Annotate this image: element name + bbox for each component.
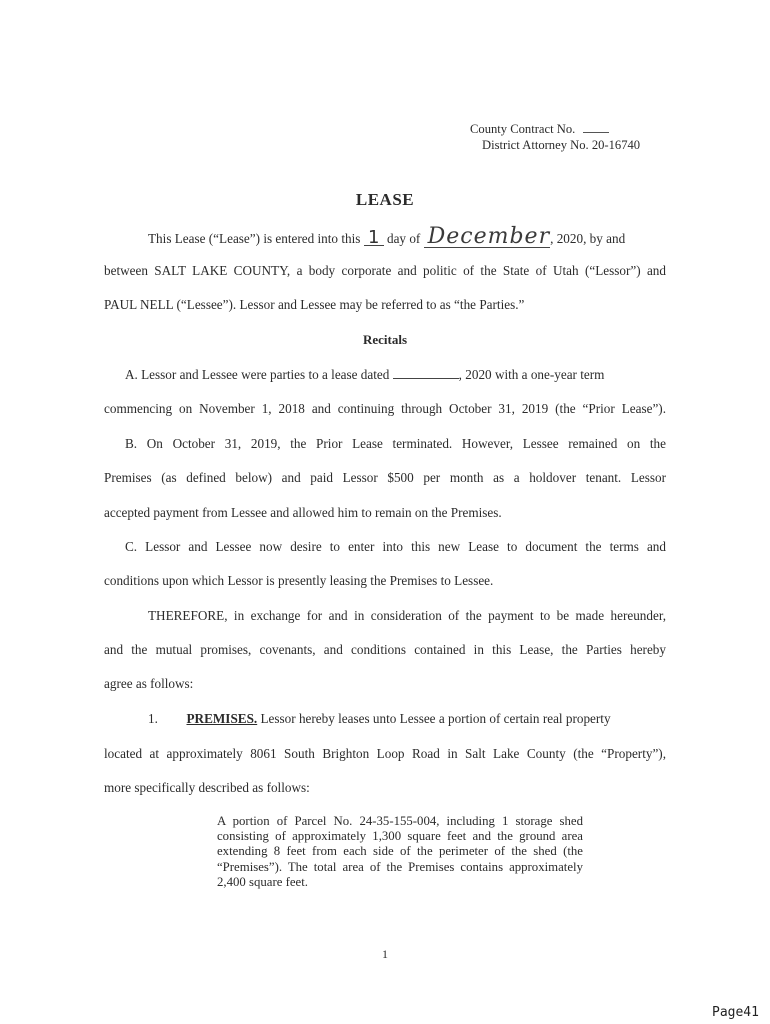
recital-c-line-1: C. Lessor and Lessee now desire to enter into this new Lease to document the terms and	[125, 539, 666, 554]
description-line: consisting of approximately 1,300 square feet and the ground area	[217, 829, 583, 844]
district-attorney-line: District Attorney No. 20-16740	[482, 138, 641, 152]
handwritten-day: 1	[364, 231, 384, 246]
recital-c-line-2: conditions upon which Lessor is presently leasing the Premises to Lessee.	[104, 573, 494, 588]
page-number: 1	[382, 947, 388, 961]
recital-b-line-3: accepted payment from Lessee and allowed him to remain on the Premises.	[104, 505, 502, 520]
intro-line-1: This Lease (“Lease”) is entered into this 1 day of December, 2020, by and	[148, 224, 626, 249]
description-line: A portion of Parcel No. 24-35-155-004, including 1 storage shed	[217, 814, 583, 828]
intro-line-2: between SALT LAKE COUNTY, a body corporate and politic of the State of Utah (“Lessor”) and	[104, 263, 666, 278]
recital-b-line-1: B. On October 31, 2019, the Prior Lease terminated. However, Lessee remained on the	[125, 436, 666, 451]
contract-header	[470, 121, 640, 153]
property-description	[217, 814, 583, 890]
therefore-line-2: and the mutual promises, covenants, and conditions contained in this Lease, the Parties hereby	[104, 642, 666, 657]
description-line: extending 8 feet from each side of the perimeter of the shed (the	[217, 844, 583, 859]
description-line: “Premises”). The total area of the Premises contains approximately	[217, 859, 583, 874]
handwritten-month: December	[424, 229, 550, 248]
county-contract-line: County Contract No.	[470, 121, 640, 137]
description-line: 2,400 square feet.	[217, 874, 308, 889]
section-1-heading: PREMISES.	[186, 711, 258, 726]
recitals-heading: Recitals	[362, 332, 408, 347]
therefore-line-1: THEREFORE, in exchange for and in consideration of the payment to be made hereunder,	[148, 608, 666, 623]
intro-line-3: PAUL NELL (“Lessee”). Lessor and Lessee may be referred to as “the Parties.”	[104, 297, 525, 312]
therefore-line-3: agree as follows:	[104, 676, 194, 691]
document-title: LEASE	[355, 190, 415, 209]
section-1-line-2: located at approximately 8061 South Brighton Loop Road in Salt Lake County (the “Property”),	[104, 746, 666, 761]
section-1-line-3: more specifically described as follows:	[104, 780, 310, 795]
recital-a-line-1: A. Lessor and Lessee were parties to a lease dated , 2020 with a one-year term	[125, 367, 605, 382]
recital-a-line-2: commencing on November 1, 2018 and continuing through October 31, 2019 (the “Prior Lease”).	[104, 401, 666, 416]
section-1-line-1: 1. PREMISES. Lessor hereby leases unto Lessee a portion of certain real property	[148, 711, 611, 726]
lease-date-blank	[393, 368, 459, 379]
recital-b-line-2: Premises (as defined below) and paid Lessor $500 per month as a holdover tenant. Lessor	[104, 470, 666, 485]
page-tag: Page41	[712, 1005, 759, 1020]
section-1-number: 1.	[148, 711, 158, 726]
contract-number-blank	[583, 122, 609, 133]
